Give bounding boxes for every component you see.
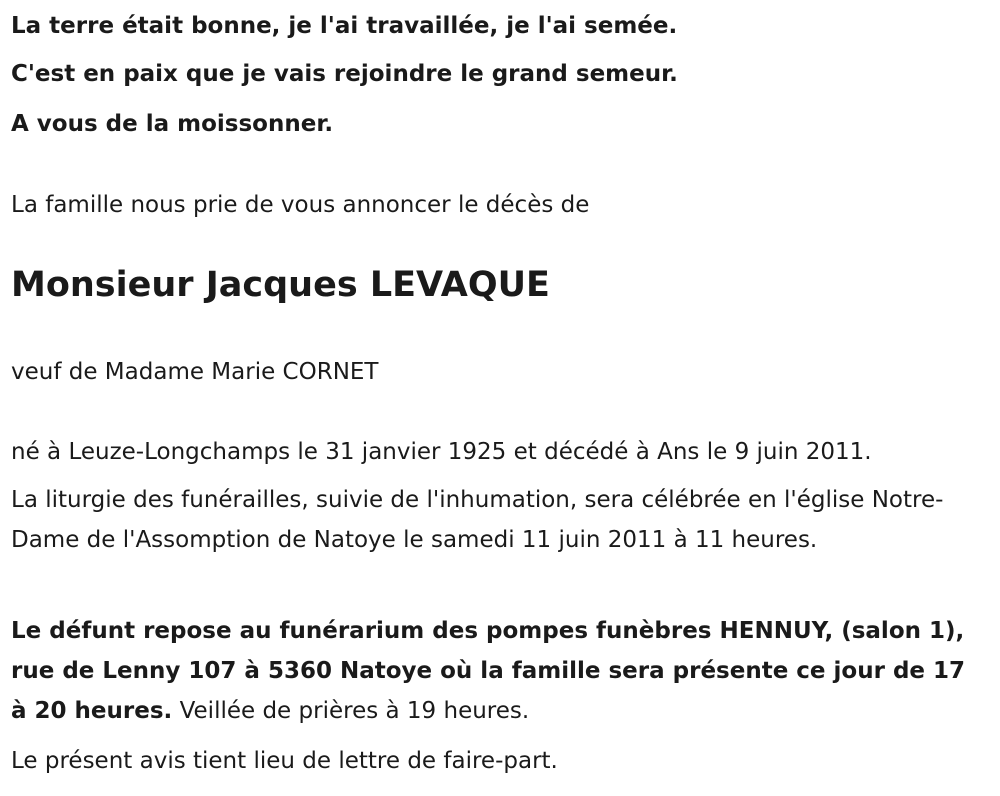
repose-paragraph	[11, 611, 986, 731]
vigil-text: Veillée de prières à 19 heures.	[179, 698, 530, 724]
birth-death-dates: né à Leuze-Longchamps le 31 janvier 1925 et décédé à Ans le 9 juin 2011.	[11, 439, 872, 465]
poem-line-3: A vous de la moissonner.	[11, 111, 334, 137]
deceased-name: Monsieur Jacques LEVAQUE	[11, 265, 550, 305]
repose-details: Le défunt repose au funérarium des pompes funèbres HENNUY, (salon 1), rue de Lenny 107 à 5360 Natoye où la famille sera présente ce jour de 17 à 20 heures.	[11, 618, 966, 724]
announcement-intro: La famille nous prie de vous annoncer le décès de	[11, 192, 590, 218]
liturgy-paragraph: La liturgie des funérailles, suivie de l'inhumation, sera célébrée en l'église Notre-Dame de l'Assomption de Natoye le samedi 11 juin 2011 à 11 heures.	[11, 487, 944, 553]
widower-of: veuf de Madame Marie CORNET	[11, 359, 379, 385]
closing-note: Le présent avis tient lieu de lettre de faire-part.	[11, 748, 558, 774]
poem-line-1: La terre était bonne, je l'ai travaillée, je l'ai semée.	[11, 13, 678, 39]
poem-line-2: C'est en paix que je vais rejoindre le grand semeur.	[11, 61, 678, 87]
